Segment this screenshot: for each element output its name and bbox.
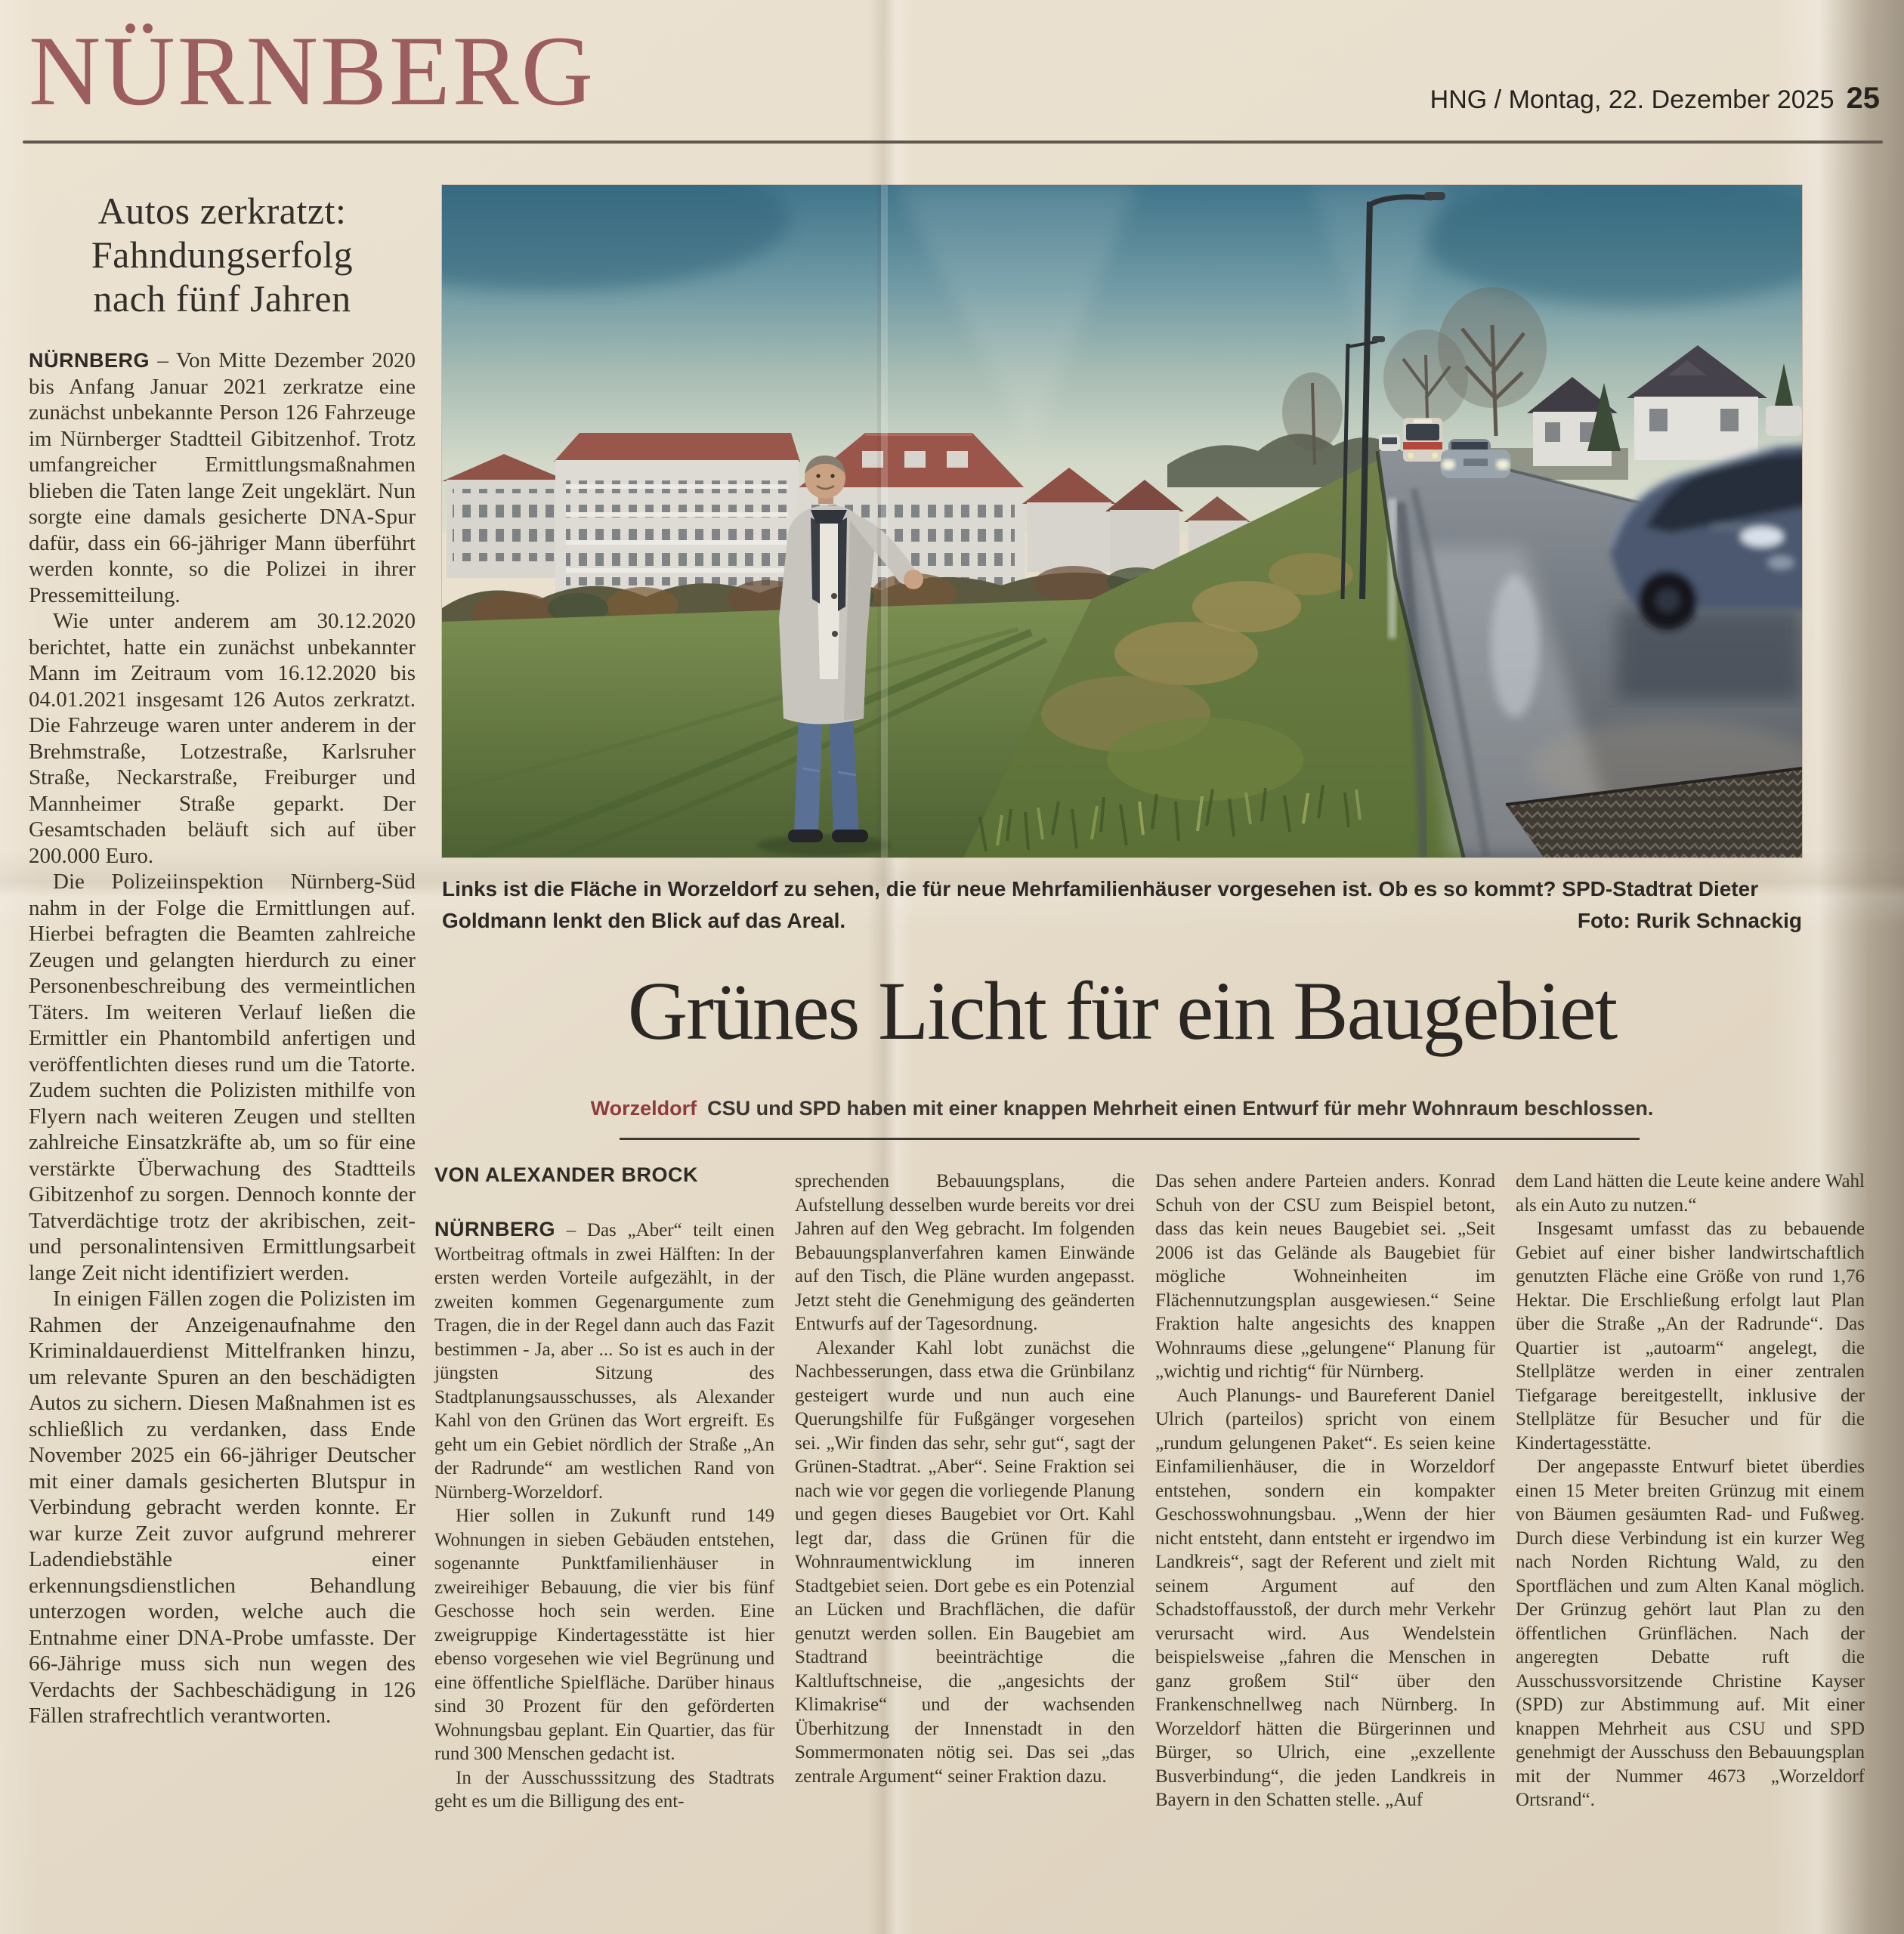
location-lead: NÜRNBERG: [434, 1218, 556, 1240]
paragraph: [29, 348, 416, 608]
header-rule: [23, 141, 1883, 144]
distant-car: [1379, 434, 1400, 451]
paragraph: Der angepasste Entwurf bietet überdies einen 15 Meter breiten Grünzug mit einem von Bäumen gesäumten Rad- und Fußweg. Durch diese Verbindung ist ein kurzer Weg nach Norden Richtung Wald, zu den Sportflächen und zum Alten Kanal möglich. Der Grünzug gehört laut Plan zu den öffentlichen Grünflächen. Nach der angeregten Debatte ruft die Ausschussvorsitzende Christine Kayser (SPD) zur Abstimmung auf. Mit einer knappen Mehrheit aus CSU und SPD genehmigt der Ausschuss den Bebauungsplan mit der Nummer 4673 „Worzeldorf Ortsrand“.: [1516, 1457, 1865, 1810]
title-line: Fahndungserfolg: [91, 233, 354, 276]
paragraph: dem Land hätten die Leute keine andere Wahl als ein Auto zu nutzen.“: [1516, 1171, 1865, 1216]
page-number: 25: [1846, 82, 1880, 115]
article-column-4: [1516, 1169, 1865, 1812]
paragraph: Die Polizeiinspektion Nürnberg-Süd nahm in der Folge die Ermittlungen auf. Hierbei befragten die Beamten zahlreiche Zeugen und gelangten hierdurch zu einer Personenbeschreibung des vermeintlichen Täters. Im weiteren Verlauf ließen die Ermittler ein Phantombild anfertigen und veröffentlichten dieses rund um die Tatorte. Zudem suchten die Polizisten mithilfe von Flyern nach weiteren Zeugen und stellten zahlreiche Einsatzkräfte ab, um so für eine verstärkte Überwachung des Stadtteils Gibitzenhof zu sorgen. Dennoch konnte der Tatverdächtige trotz der akribischen, zeit- und personalintensiven Ermittlungsarbeit lange Zeit nicht identifiziert werden.: [29, 870, 416, 1285]
photo-credit: Foto: Rurik Schnackig: [1577, 909, 1802, 932]
paragraph: Insgesamt umfasst das zu bebauende Gebiet auf einer bisher landwirtschaftlich genutzten Fläche eine Größe von rund 1,76 Hektar. Die Erschließung erfolgt laut Plan über die Straße „An der Radrunde“. Das Quartier ist „autoarm“ angelegt, die Stellplätze werden in einer zentralen Tiefgarage bereitgestellt, inklusive der Stellplätze für Besucher und für die Kindertagesstätte.: [1516, 1219, 1865, 1454]
caption-text: Links ist die Fläche in Worzeldorf zu sehen, die für neue Mehrfamilienhäuser vorgesehen ist. Ob es so kommt? SPD-Stadtrat Dieter Goldmann lenkt den Blick auf das Areal.: [442, 877, 1759, 932]
paragraph-text: Von Mitte Dezember 2020 bis Anfang Januar 2021 zerkratze eine zunächst unbekannte Person 126 Fahrzeuge im Nürnberger Stadtteil Gibitzenhof. Trotz umfangreicher Ermittlungsmaßnahmen blieben die Taten lange Zeit ungeklärt. Nun sorgte eine damals gesicherte DNA-Spur dafür, dass ein 66-jähriger Mann überführt werden konnte, so die Polizei in ihrer Pressemitteilung.: [29, 348, 416, 607]
article-column-3: [1155, 1169, 1495, 1812]
left-article-title: [29, 189, 416, 320]
paragraph: Auch Planungs- und Baureferent Daniel Ulrich (parteilos) spricht von einem „rundum gelungenen Paket“. Es seien keine Einfamilienhäuser, die in Worzeldorf entstehen, sondern ein kompakter Geschosswohnungsbau. „Wenn der hier nicht entsteht, dann entsteht er irgendwo im Landkreis“, sagt der Referent und zielt mit seinem Argument auf den Schadstoffausstoß, der durch mehr Verkehr verursacht wird. Aus Wendelstein beispielsweise „fahren die Menschen in ganz großem Stil“ über den Frankenschnellweg nach Nürnberg. In Worzeldorf hätten die Bürgerinnen und Bürger, so Ulrich, eine „exzellente Busverbindung“, die jeden Landkreis in Bayern in den Schatten stelle. „Auf: [1155, 1385, 1495, 1810]
paragraph: In der Ausschusssitzung des Stadtrats geht es um die Billigung des ent-: [434, 1767, 774, 1812]
title-line: Autos zerkratzt:: [97, 190, 347, 232]
kicker-location-label: Worzeldorf: [590, 1097, 697, 1120]
paragraph: [434, 1218, 774, 1504]
left-article-body: [29, 348, 416, 1729]
dash: –: [566, 1220, 587, 1240]
paragraph: sprechenden Bebauungsplans, die Aufstellung desselben wurde bereits vor drei Jahren auf den Weg gebracht. Im folgenden Bebauungsplanverfahren kamen Einwände auf den Tisch, die Pläne wurden angepasst. Jetzt steht die Genehmigung des geänderten Entwurfs auf der Tagesordnung.: [795, 1171, 1135, 1334]
paragraph: Das sehen andere Parteien anders. Konrad Schuh von der CSU zum Beispiel betont, dass das kein neues Baugebiet sei. „Seit 2006 ist das Gelände als Baugebiet für mögliche Wohneinheiten im Flächennutzungsplan ausgewiesen.“ Seine Fraktion halte angesichts des knappen Wohnraums diese „gelungene“ Planung für „wichtig und richtig“ für Nürnberg.: [1155, 1171, 1495, 1382]
article-column-1: [434, 1218, 774, 1814]
paragraph-text: Das „Aber“ teilt einen Wortbeitrag oftmals in zwei Hälften: In der ersten werden Vorteile aufgezählt, in der zweiten kommen Gegenargumente zum Tragen, die in der Regel dann auch das Fazit bestimmen - Ja, aber ... So ist es auch in der jüngsten Sitzung des Stadtplanungsausschusses, als Alexander Kahl von den Grünen das Wort ergreift. Es geht um ein Gebiet nördlich der Straße „An der Radrunde“ am westlichen Rand von Nürnberg-Worzeldorf.: [434, 1220, 774, 1503]
main-headline: Grünes Licht für ein Baugebiet: [627, 965, 1617, 1057]
paragraph: Hier sollen in Zukunft rund 149 Wohnungen in sieben Gebäuden entstehen, sogenannte Punktfamilienhäuser in zweireihiger Bebauung, die vier bis fünf Geschosse hoch sein werden. Eine zweigruppige Kindertagesstätte ist hier ebenso vorgesehen wie viel Begrünung und eine öffentliche Spielfläche. Darüber hinaus sind 30 Prozent für den geförderten Wohnungsbau geplant. Ein Quartier, das für rund 300 Menschen gedacht ist.: [434, 1506, 774, 1764]
dash: –: [157, 348, 176, 372]
location-lead: NÜRNBERG: [29, 349, 150, 372]
edition-text: HNG / Montag, 22. Dezember 2025: [1430, 85, 1834, 114]
paragraph: Wie unter anderem am 30.12.2020 berichtet, hatte ein zunächst unbekannter Mann im Zeitraum vom 16.12.2020 bis 04.01.2021 insgesamt 126 Autos zerkratzt. Die Fahrzeuge waren unter anderem in der Brehmstraße, Lotzestraße, Karlsruher Straße, Neckarstraße, Freiburger und Mannheimer Straße geparkt. Der Gesamtschaden beläuft sich auf über 200.000 Euro.: [29, 609, 416, 868]
paragraph: Alexander Kahl lobt zunächst die Nachbesserungen, dass etwa die Grünbilanz gesteigert wurde und nun auch eine Querungshilfe für Fußgänger vorgesehen sei. „Wir finden das sehr, sehr gut“, sagt der Grünen-Stadtrat. „Aber“. Seine Fraktion sei nach wie vor gegen die vorliegende Planung und gegen dieses Baugebiet vor Ort. Kahl legt dar, dass die Grünen für die Wohnraumentwicklung im inneren Stadtgebiet seien. Dort gebe es ein Potenzial an Lücken und Brachflächen, die dafür genutzt werden sollen. Ein Baugebiet am Stadtrand beeinträchtige die Kaltluftschneise, die „angesichts der Klimakrise“ und der wachsenden Überhitzung der Innenstadt in den Sommermonaten nötig sei. Das sei „das zentrale Argument“ seiner Fraktion dazu.: [795, 1337, 1135, 1787]
kicker-text: CSU und SPD haben mit einer knappen Mehrheit einen Entwurf für mehr Wohnraum beschlossen.: [707, 1097, 1654, 1120]
kicker: [442, 1097, 1802, 1120]
bus: [1403, 418, 1442, 462]
photo-illustration: [442, 185, 1802, 857]
edition-dateline: [1430, 82, 1880, 116]
byline: VON ALEXANDER BROCK: [434, 1163, 699, 1186]
photo-caption: [442, 873, 1802, 937]
kicker-rule: [620, 1138, 1640, 1140]
section-masthead: NÜRNBERG: [29, 15, 596, 126]
paragraph: In einigen Fällen zogen die Polizisten im Rahmen der Anzeigenaufnahme den Kriminaldauerdienst Mittelfranken hinzu, um relevante Spuren an den beschädigten Autos zu sichern. Diesen Maßnahmen ist es schließlich zu verdanken, dass Ende November 2025 ein 66-jähriger Deutscher mit einer damals gesicherten Blutspur in Verbindung gebracht werden konnte. Er war kurze Zeit zuvor aufgrund mehrerer Ladendiebstähle einer erkennungsdienstlichen Behandlung unterzogen worden, welche auch die Entnahme einer DNA-Probe umfasste. Der 66-Jährige muss sich nun wegen des Verdachts der Sachbeschädigung in 126 Fällen strafrechtlich verantworten.: [29, 1287, 416, 1728]
article-photo: [442, 185, 1802, 857]
title-line: nach fünf Jahren: [93, 277, 351, 320]
left-article: [29, 189, 416, 1729]
article-column-2: [795, 1169, 1135, 1788]
